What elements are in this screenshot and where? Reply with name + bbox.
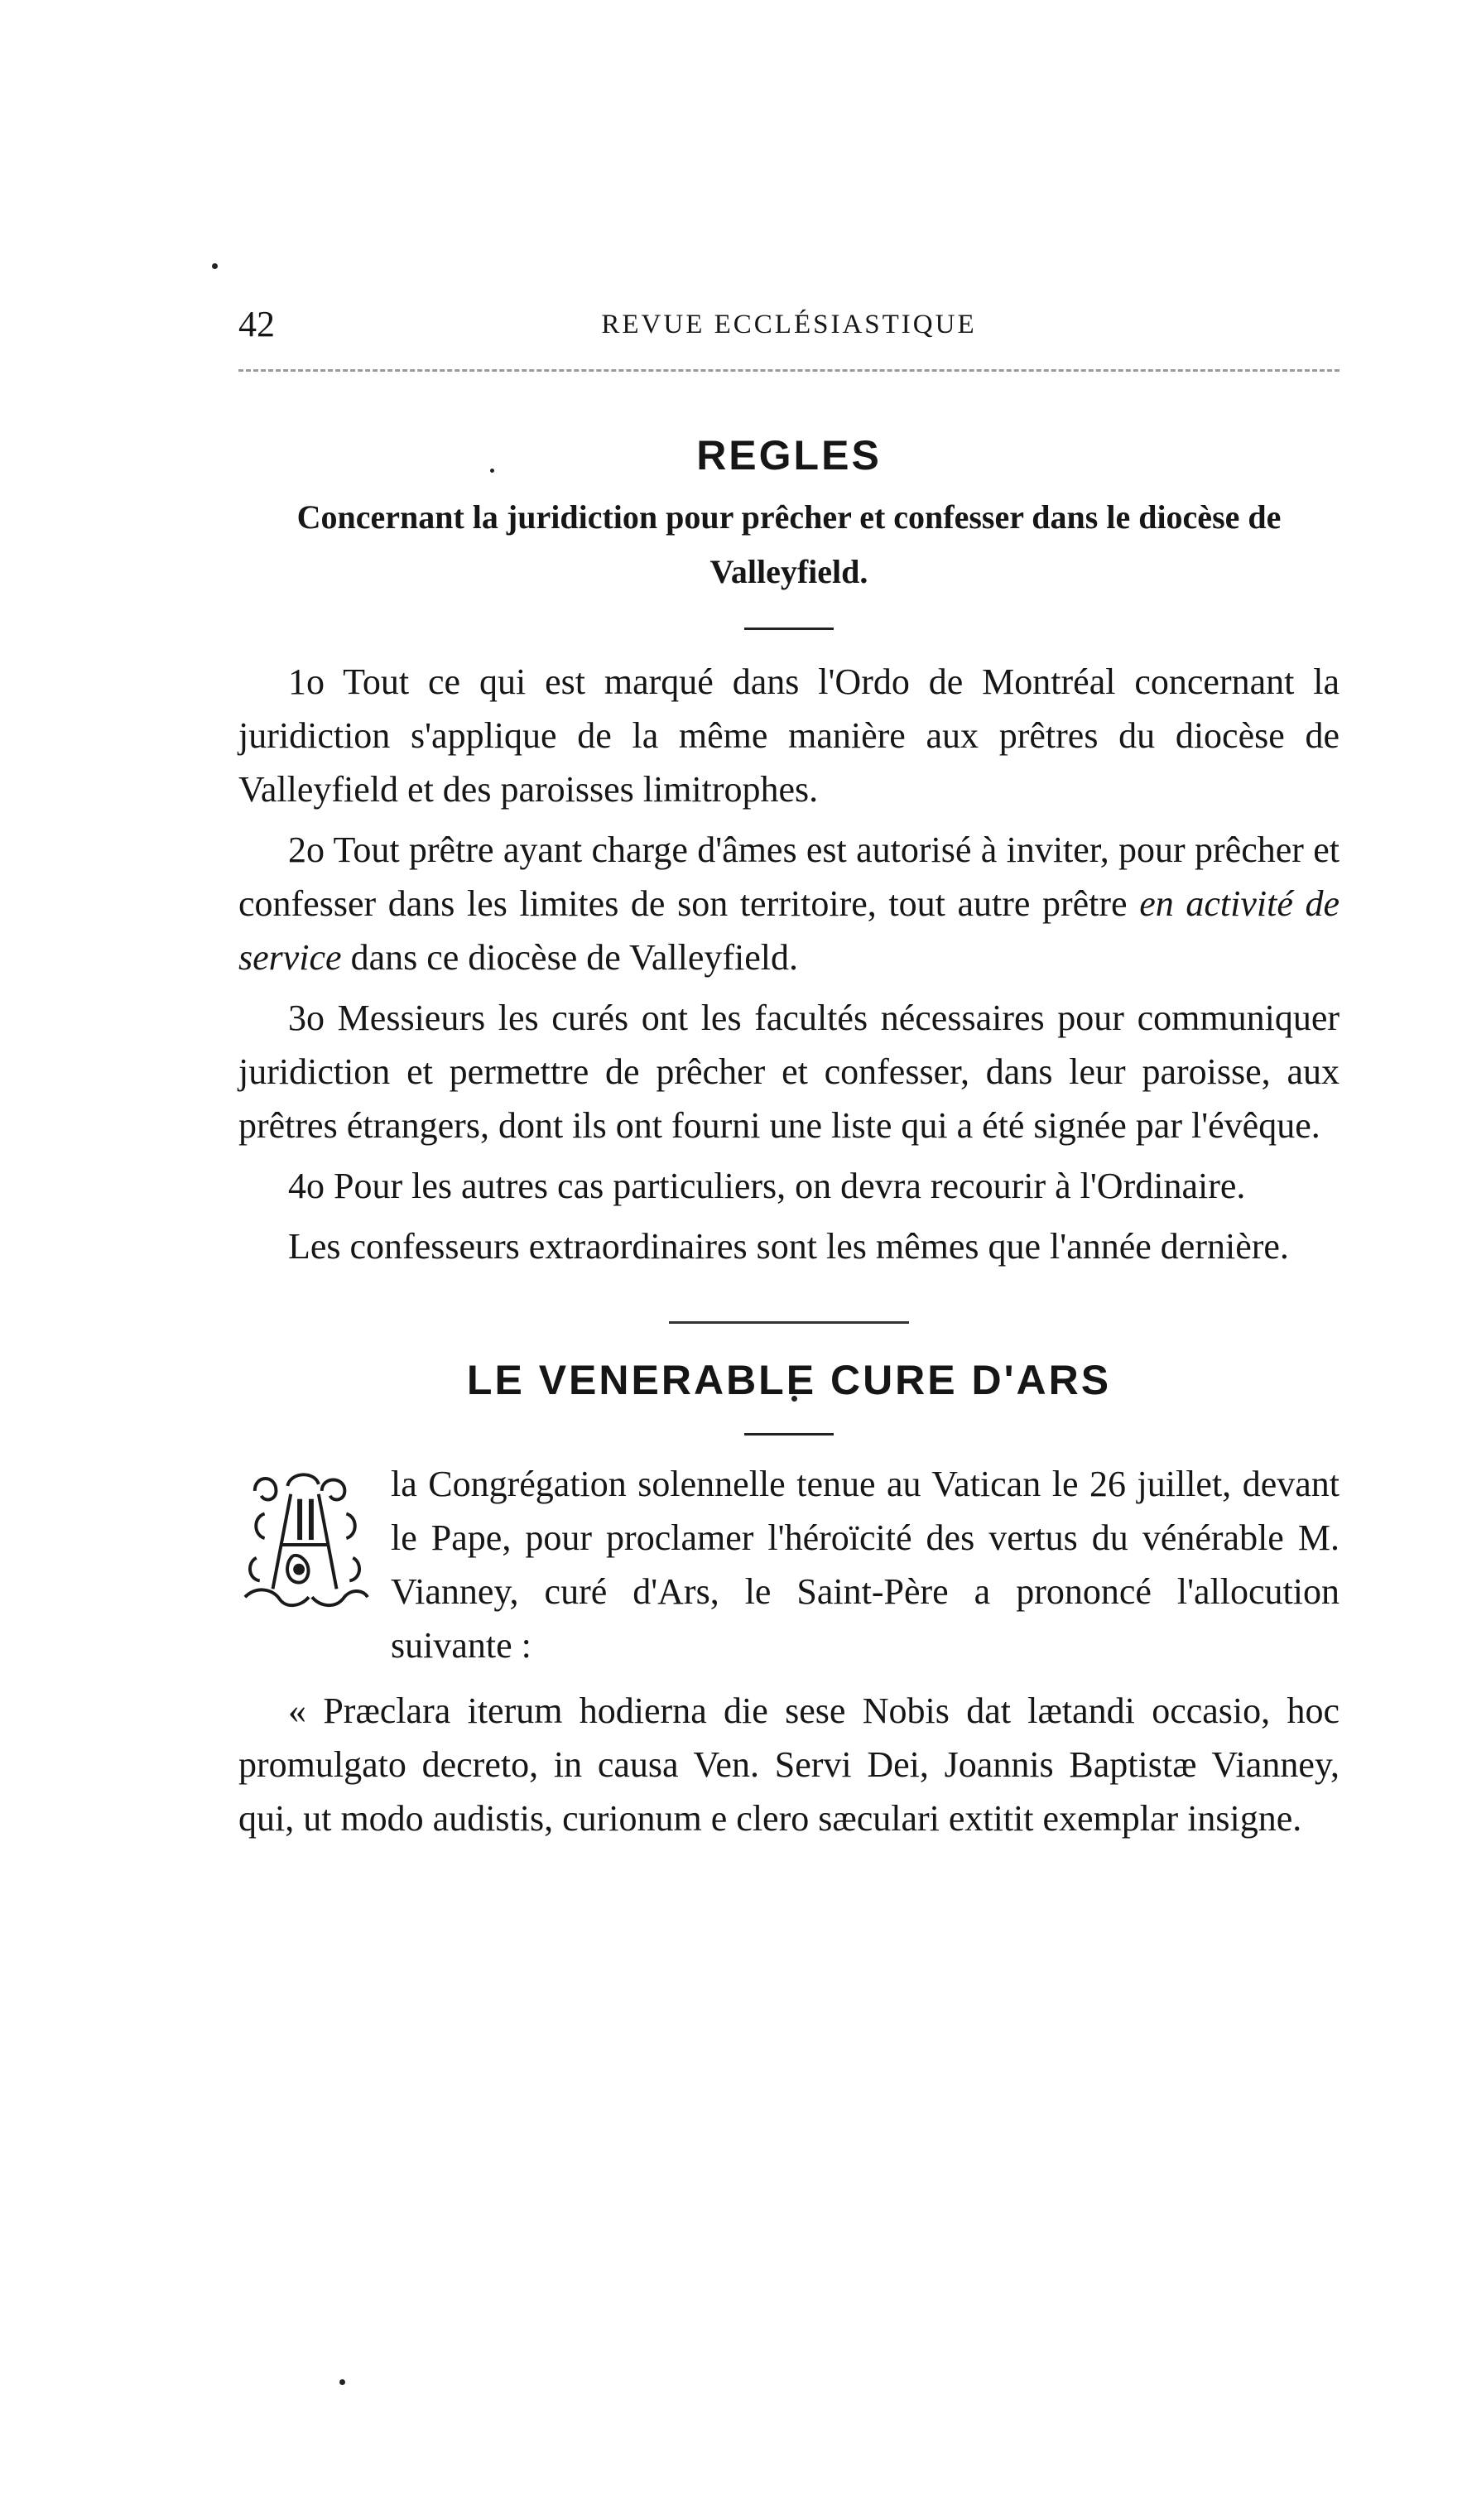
print-speck xyxy=(339,2379,345,2385)
rule-paragraph-5: Les confesseurs extraordinaires sont les mêmes que l'année dernière. xyxy=(288,1226,1289,1267)
italic-phrase: en activité de service xyxy=(238,883,1340,978)
print-speck xyxy=(212,263,218,269)
section-title-regles: REGLES xyxy=(696,432,882,479)
rule-paragraph-2 xyxy=(238,823,1340,984)
journal-title: REVUE ECCLÉSIASTIQUE xyxy=(601,310,977,339)
rule-paragraph-4: 4o Pour les autres cas particuliers, on devra recourir à l'Ordinaire. xyxy=(288,1166,1246,1206)
header-divider xyxy=(238,369,1340,372)
rule-paragraph-3: 3o Messieurs les curés ont les facultés nécessaires pour communiquer juridiction et permettre de prêcher et confesser, dans leur paroisse, aux prêtres étrangers, dont ils ont fourni une liste qui a été signée par l'évêque. xyxy=(238,998,1340,1146)
article-opening-paragraph: la Congrégation solennelle tenue au Vatican le 26 juillet, devant le Pape, pour proclamer l'héroïcité des vertus du vénérable M. Vianney, curé d'Ars, le Saint-Père a prononcé l'allocution suivante : xyxy=(391,1464,1340,1666)
ornamental-drop-cap xyxy=(240,1465,371,1623)
rule-paragraph-2-end: dans ce diocèse de Valleyfield. xyxy=(350,937,799,978)
section-divider xyxy=(669,1321,909,1324)
title-rule xyxy=(744,1433,834,1436)
running-head xyxy=(238,300,1340,349)
rule-paragraph-2-text: 2o Tout prêtre ayant charge d'âmes est autorisé à inviter, pour prêcher et confesser dans les limites de son territoire, tout autre prêtre xyxy=(238,830,1340,924)
article-body xyxy=(238,1457,1340,1845)
page-body xyxy=(238,421,1340,1845)
page-number: 42 xyxy=(238,304,275,344)
rule-paragraph-1: 1o Tout ce qui est marqué dans l'Ordo de Montréal concernant la juridiction s'applique de la même manière aux prêtres du diocèse de Valleyfield et des paroisses limitrophes. xyxy=(238,661,1340,810)
section-subtitle: Concernant la juridiction pour prêcher et confesser dans le diocèse de Valleyfield. xyxy=(296,498,1282,590)
title-rule xyxy=(744,628,834,630)
latin-quote-paragraph: « Præclara iterum hodierna die sese Nobis dat lætandi occasio, hoc promulgato decreto, in causa Ven. Servi Dei, Joannis Baptistæ Vianney, qui, ut modo audistis, curionum e clero sæculari extitit exemplar insigne. xyxy=(238,1690,1340,1839)
section-title-cure-ars: LE VENERABLE CURE D'ARS xyxy=(466,1357,1112,1403)
